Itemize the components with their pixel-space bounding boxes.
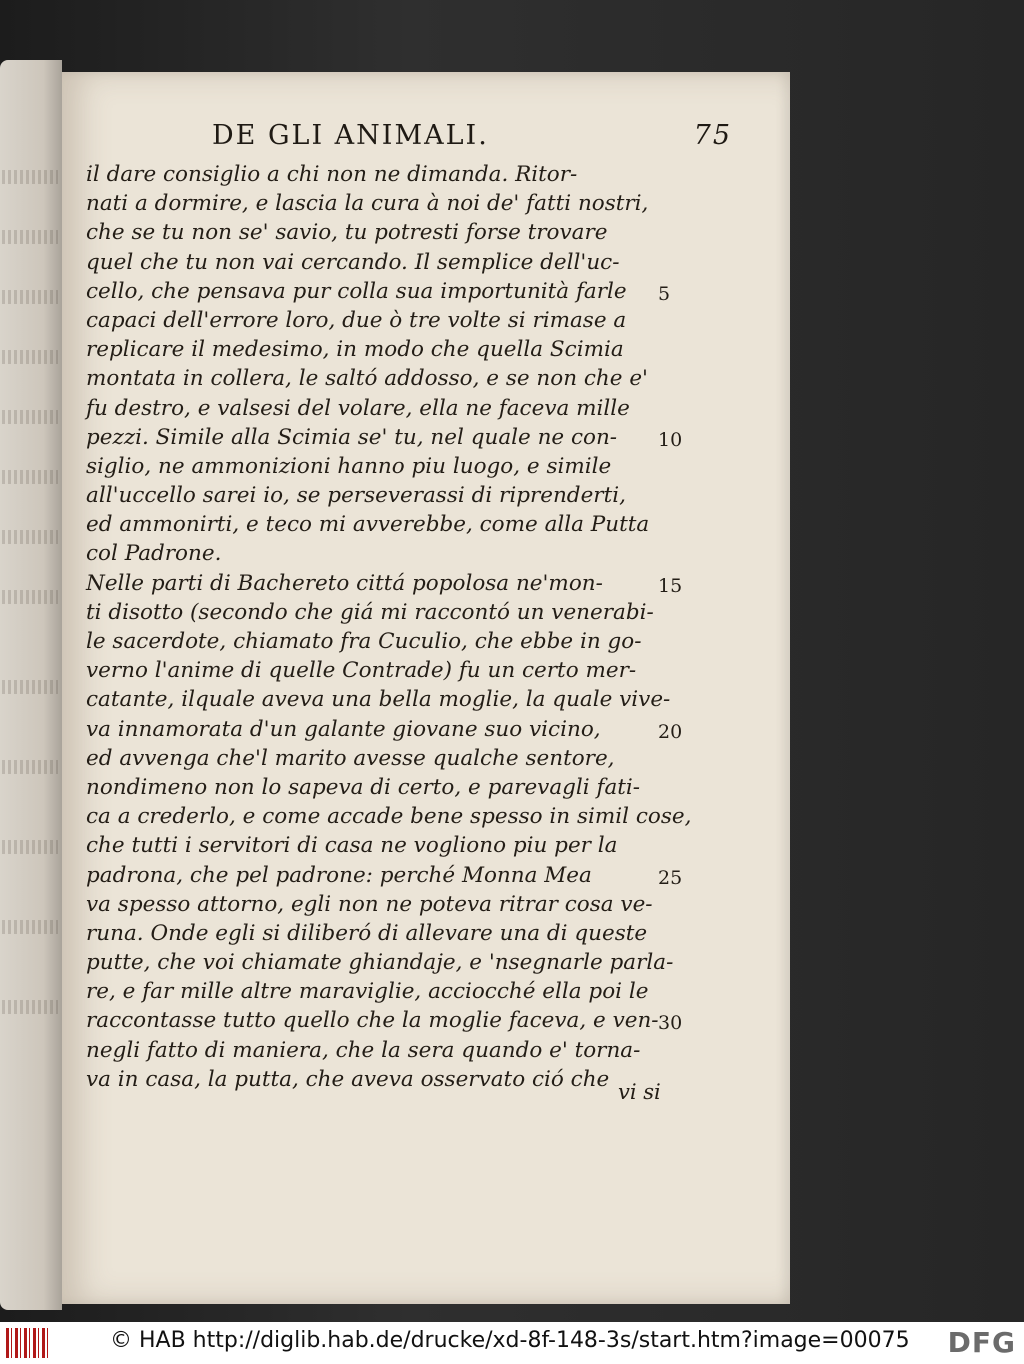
ghost-text <box>2 1000 58 1014</box>
text-line <box>86 656 786 685</box>
line-text: catante, ilquale aveva una bella moglie, la quale vive- <box>86 687 671 713</box>
text-line <box>86 539 786 568</box>
line-text: ca a crederlo, e come accade bene spesso in simil cose, <box>86 804 692 830</box>
line-text: capaci dell'errore loro, due ò tre volte si rimase a <box>86 307 627 333</box>
line-text: Nelle parti di Bachereto cittá popolosa ne'mon- <box>86 570 603 596</box>
margin-line-number: 25 <box>658 866 683 889</box>
line-text: ed ammonirti, e teco mi avverebbe, come alla Putta <box>86 512 650 538</box>
text-line <box>86 306 786 335</box>
text-line <box>86 744 786 773</box>
margin-line-number: 5 <box>658 282 671 305</box>
margin-line-number: 30 <box>658 1012 683 1035</box>
text-line <box>86 861 786 890</box>
ghost-text <box>2 530 58 544</box>
text-line <box>86 569 786 598</box>
line-text: negli fatto di maniera, che la sera quando e' torna- <box>86 1037 641 1063</box>
text-line <box>86 335 786 364</box>
footer-bar <box>0 1322 1024 1364</box>
line-text: fu destro, e valsesi del volare, ella ne faceva mille <box>86 395 630 421</box>
catchword: vi si <box>618 1080 661 1104</box>
line-text: verno l'anime di quelle Contrade) fu un certo mer- <box>86 658 637 684</box>
ghost-text <box>2 760 58 774</box>
text-line <box>86 423 786 452</box>
ghost-text <box>2 920 58 934</box>
line-text: che tutti i servitori di casa ne vogliono piu per la <box>86 833 618 859</box>
text-line <box>86 277 786 306</box>
line-text: il dare consiglio a chi non ne dimanda. Ritor- <box>86 162 578 187</box>
line-text: le sacerdote, chiamato fra Cuculio, che ebbe in go- <box>86 629 642 654</box>
text-line <box>86 248 786 277</box>
margin-line-number: 20 <box>658 720 683 743</box>
line-text: col Padrone. <box>86 541 222 567</box>
line-text: va in casa, la putta, che aveva osservato ció che <box>86 1066 610 1092</box>
line-text: nondimeno non lo sapeva di certo, e parevagli fati- <box>86 774 641 800</box>
text-line <box>86 948 786 977</box>
text-line <box>86 452 786 481</box>
text-line <box>86 977 786 1006</box>
text-line <box>86 715 786 744</box>
text-line <box>86 773 786 802</box>
text-line <box>86 510 786 539</box>
text-line <box>86 598 786 627</box>
line-text: replicare il medesimo, in modo che quella Scimia <box>86 337 624 363</box>
dfg-logo: DFG <box>947 1326 1016 1359</box>
text-line <box>86 685 786 714</box>
line-text: ti disotto (secondo che giá mi raccontó un venerabi- <box>86 599 654 625</box>
text-line <box>86 1065 786 1094</box>
ghost-text <box>2 290 58 304</box>
line-text: pezzi. Simile alla Scimia se' tu, nel quale ne con- <box>86 424 618 450</box>
line-text: va innamorata d'un galante giovane suo vicino, <box>86 716 601 742</box>
text-line <box>86 831 786 860</box>
line-text: all'uccello sarei io, se perseverassi di riprenderti, <box>86 483 626 509</box>
text-line <box>86 802 786 831</box>
line-text: va spesso attorno, egli non ne poteva ritrar cosa ve- <box>86 891 653 917</box>
text-line <box>86 189 786 218</box>
ghost-text <box>2 230 58 244</box>
running-title: DE GLI ANIMALI. <box>212 120 489 151</box>
text-line <box>86 394 786 423</box>
previous-page-edge <box>0 60 62 1310</box>
line-text: che se tu non se' savio, tu potresti forse trovare <box>86 220 608 246</box>
ghost-text <box>2 350 58 364</box>
ghost-text <box>2 840 58 854</box>
ghost-text <box>2 170 58 184</box>
text-line <box>86 481 786 510</box>
text-line <box>86 1006 786 1035</box>
line-text: quel che tu non vai cercando. Il semplice dell'uc- <box>86 249 620 275</box>
line-text: re, e far mille altre maraviglie, acciocché ella poi le <box>86 979 649 1005</box>
body-text <box>86 160 786 1094</box>
line-text: cello, che pensava pur colla sua importunità farle <box>86 278 627 304</box>
book-page <box>62 72 790 1304</box>
line-text: nati a dormire, e lascia la cura à noi de' fatti nostri, <box>86 191 649 217</box>
text-line <box>86 627 786 656</box>
line-text: ed avvenga che'l marito avesse qualche sentore, <box>86 745 615 771</box>
line-text: putte, che voi chiamate ghiandaje, e 'nsegnarle parla- <box>86 950 674 976</box>
margin-line-number: 10 <box>658 428 683 451</box>
hab-barcode-icon <box>6 1328 48 1358</box>
page-header <box>212 120 732 160</box>
text-line <box>86 364 786 393</box>
text-line <box>86 1036 786 1065</box>
ghost-text <box>2 410 58 424</box>
line-text: padrona, che pel padrone: perché Monna Mea <box>86 862 592 888</box>
text-line <box>86 218 786 247</box>
text-line <box>86 890 786 919</box>
page-number: 75 <box>693 120 732 151</box>
copyright-url[interactable]: © HAB http://diglib.hab.de/drucke/xd-8f-148-3s/start.htm?image=00075 <box>110 1328 910 1353</box>
line-text: raccontasse tutto quello che la moglie faceva, e ven- <box>86 1008 659 1034</box>
ghost-text <box>2 680 58 694</box>
line-text: runa. Onde egli si diliberó di allevare una di queste <box>86 920 648 946</box>
text-line <box>86 919 786 948</box>
ghost-text <box>2 470 58 484</box>
ghost-text <box>2 590 58 604</box>
margin-line-number: 15 <box>658 574 683 597</box>
line-text: montata in collera, le saltó addosso, e se non che e' <box>86 366 648 392</box>
text-line <box>86 160 786 189</box>
line-text: siglio, ne ammonizioni hanno piu luogo, e simile <box>86 453 612 479</box>
